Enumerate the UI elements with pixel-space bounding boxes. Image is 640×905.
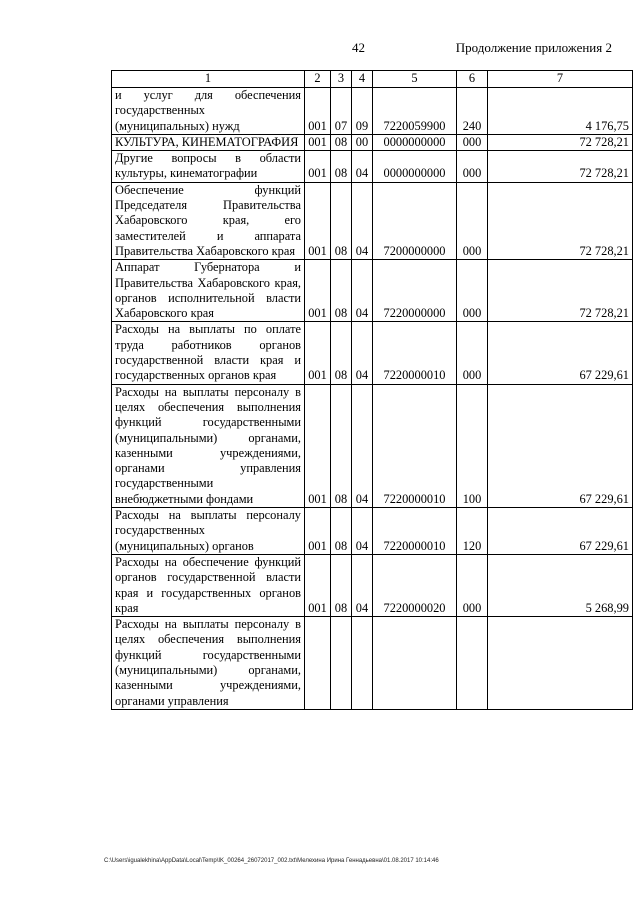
row-ministry-code: 001	[305, 260, 331, 322]
row-section-code: 07	[331, 88, 352, 135]
row-expense-type: 000	[457, 322, 488, 384]
table-row	[112, 384, 633, 507]
row-expense-type	[457, 617, 488, 710]
col-header-2: 2	[305, 71, 331, 88]
row-description: Расходы на выплаты по оплате труда работников органов государственной власти края и государственных органов края	[112, 322, 305, 384]
row-ministry-code: 001	[305, 182, 331, 259]
row-section-code: 08	[331, 508, 352, 555]
row-ministry-code: 001	[305, 384, 331, 507]
row-section-code	[331, 617, 352, 710]
row-description: Расходы на выплаты персоналу государственных (муниципальных) органов	[112, 508, 305, 555]
row-expense-type: 100	[457, 384, 488, 507]
table-row	[112, 508, 633, 555]
row-section-code: 08	[331, 322, 352, 384]
row-amount: 72 728,21	[488, 134, 633, 150]
row-subsection-code: 04	[352, 182, 373, 259]
col-header-1: 1	[112, 71, 305, 88]
row-ministry-code: 001	[305, 88, 331, 135]
row-target-code: 7220059900	[373, 88, 457, 135]
row-section-code: 08	[331, 384, 352, 507]
row-ministry-code	[305, 617, 331, 710]
row-target-code: 7220000000	[373, 260, 457, 322]
row-target-code: 0000000000	[373, 134, 457, 150]
table-row	[112, 88, 633, 135]
row-target-code: 7220000020	[373, 554, 457, 616]
row-amount: 4 176,75	[488, 88, 633, 135]
col-header-5: 5	[373, 71, 457, 88]
row-target-code: 0000000000	[373, 151, 457, 183]
table-header-row	[112, 71, 633, 88]
row-amount	[488, 617, 633, 710]
row-description: Расходы на обеспечение функций органов государственной власти края и государственных органов края	[112, 554, 305, 616]
table-row	[112, 151, 633, 183]
row-target-code: 7200000000	[373, 182, 457, 259]
row-target-code: 7220000010	[373, 508, 457, 555]
row-description: Расходы на выплаты персоналу в целях обеспечения выполнения функций государственными (муниципальными) органами, казенными учреждениями, органами управления государственными внебюджетными фондами	[112, 384, 305, 507]
row-subsection-code: 09	[352, 88, 373, 135]
row-amount: 72 728,21	[488, 260, 633, 322]
row-expense-type: 000	[457, 260, 488, 322]
row-ministry-code: 001	[305, 151, 331, 183]
table-row	[112, 260, 633, 322]
row-subsection-code: 04	[352, 322, 373, 384]
row-ministry-code: 001	[305, 508, 331, 555]
row-target-code: 7220000010	[373, 322, 457, 384]
row-section-code: 08	[331, 134, 352, 150]
row-ministry-code: 001	[305, 134, 331, 150]
row-amount: 67 229,61	[488, 508, 633, 555]
table-row	[112, 182, 633, 259]
row-expense-type: 000	[457, 151, 488, 183]
row-subsection-code: 04	[352, 260, 373, 322]
row-amount: 5 268,99	[488, 554, 633, 616]
col-header-4: 4	[352, 71, 373, 88]
row-expense-type: 000	[457, 554, 488, 616]
row-description: Другие вопросы в области культуры, кинематографии	[112, 151, 305, 183]
row-subsection-code	[352, 617, 373, 710]
row-amount: 72 728,21	[488, 182, 633, 259]
table-row	[112, 617, 633, 710]
row-section-code: 08	[331, 260, 352, 322]
row-section-code: 08	[331, 182, 352, 259]
row-amount: 67 229,61	[488, 322, 633, 384]
col-header-7: 7	[488, 71, 633, 88]
row-expense-type: 240	[457, 88, 488, 135]
budget-table	[111, 70, 633, 710]
row-target-code	[373, 617, 457, 710]
row-description: Аппарат Губернатора и Правительства Хабаровского края, органов исполнительной власти Хабаровского края	[112, 260, 305, 322]
page-number: 42	[352, 40, 365, 55]
file-path-footer: C:\Users\igualekhina\AppData\Local\Temp\IK_00264_26072017_002.txt\Мелехина Ирина Геннадьевна\01.08.2017 10:14:46	[104, 858, 439, 864]
row-section-code: 08	[331, 151, 352, 183]
row-expense-type: 000	[457, 134, 488, 150]
row-target-code: 7220000010	[373, 384, 457, 507]
row-subsection-code: 00	[352, 134, 373, 150]
table-row	[112, 322, 633, 384]
row-ministry-code: 001	[305, 554, 331, 616]
row-subsection-code: 04	[352, 384, 373, 507]
table-row	[112, 554, 633, 616]
row-amount: 67 229,61	[488, 384, 633, 507]
row-ministry-code: 001	[305, 322, 331, 384]
row-description: Обеспечение функций Председателя Правительства Хабаровского края, его заместителей и аппарата Правительства Хабаровского края	[112, 182, 305, 259]
table-row	[112, 134, 633, 150]
row-amount: 72 728,21	[488, 151, 633, 183]
row-section-code: 08	[331, 554, 352, 616]
continuation-note: Продолжение приложения 2	[455, 40, 612, 55]
row-expense-type: 000	[457, 182, 488, 259]
row-description: КУЛЬТУРА, КИНЕМАТОГРАФИЯ	[112, 134, 305, 150]
row-expense-type: 120	[457, 508, 488, 555]
row-description: и услуг для обеспечения государственных (муниципальных) нужд	[112, 88, 305, 135]
row-subsection-code: 04	[352, 508, 373, 555]
col-header-3: 3	[331, 71, 352, 88]
row-subsection-code: 04	[352, 554, 373, 616]
row-subsection-code: 04	[352, 151, 373, 183]
row-description: Расходы на выплаты персоналу в целях обеспечения выполнения функций государственными (муниципальными) органами, казенными учреждениями, органами управления	[112, 617, 305, 710]
col-header-6: 6	[457, 71, 488, 88]
